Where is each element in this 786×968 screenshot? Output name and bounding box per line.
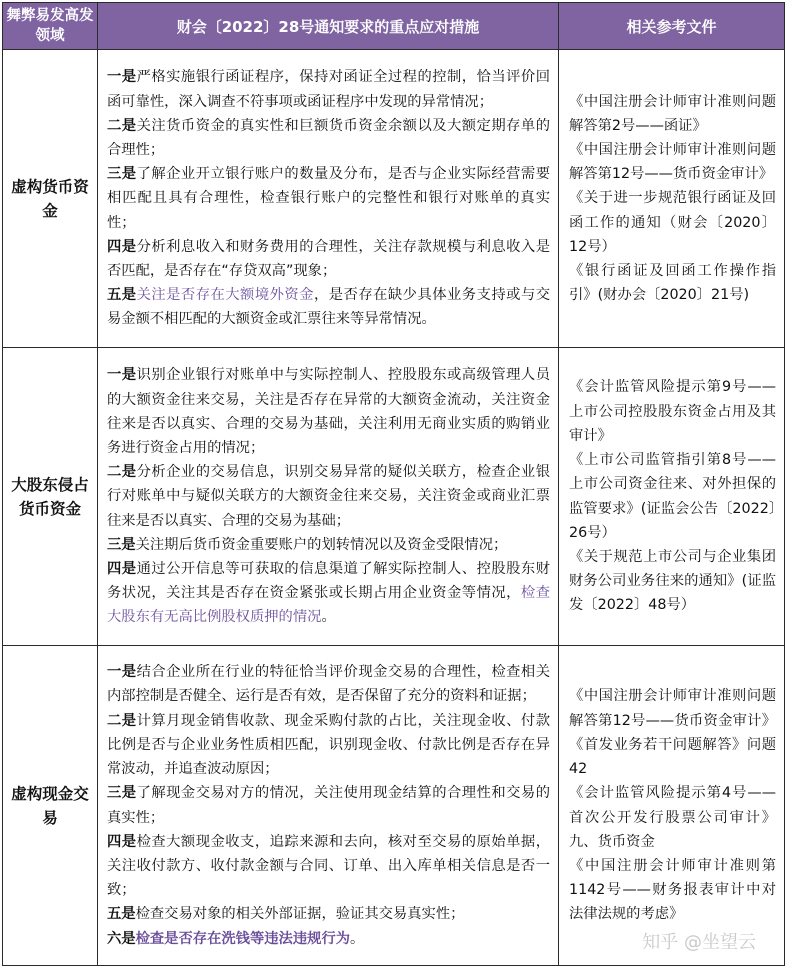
ref-item: 《中国注册会计师审计准则第1142号——财务报表审计中对法律法规的考虑》 — [569, 857, 776, 923]
ref-item: 《关于进一步规范银行函证及回函工作的通知（财会〔2020〕12号） — [569, 190, 776, 255]
measure-item: 二是计算月现金销售收款、现金采购付款的占比，关注现金收、付款比例是否与企业业务性质相匹配，识别现金收、付款比例是否存在异常波动，并追查波动原因； — [107, 712, 551, 778]
highlight-text: 关注是否存在大额境外资金 — [136, 287, 314, 304]
table-row — [3, 646, 785, 966]
refs-cell — [559, 50, 785, 348]
ref-item: 《银行函证及回函工作操作指引》(财办会〔2020〕21号) — [569, 263, 776, 304]
measures-cell — [98, 50, 559, 348]
measure-item: 五是关注是否存在大额境外资金，是否存在缺少具体业务支持或与交易金额不相匹配的大额资金或汇票往来等异常情况。 — [107, 287, 551, 328]
ref-item: 《中国注册会计师审计准则问题解答第2号——函证》 — [569, 93, 776, 134]
ref-item: 《会计监管风险提示第4号——首次公开发行股票公司审计》九、货币资金 — [569, 785, 776, 850]
measure-item: 一是结合企业所在行业的特征恰当评价现金交易的合理性，检查相关内部控制是否健全、运行是否有效，是否保留了充分的资料和证据； — [107, 664, 551, 705]
measure-item: 三是了解企业开立银行账户的数量及分布，是否与企业实际经营需要相匹配且具有合理性，检查银行账户的完整性和银行对账单的真实性； — [107, 166, 551, 231]
area-cell: 大股东侵占货币资金 — [3, 348, 98, 646]
measures-cell — [98, 348, 559, 646]
header-area: 舞弊易发高发领域 — [3, 3, 98, 50]
header-measures: 财会〔2022〕28号通知要求的重点应对措施 — [98, 3, 559, 50]
measure-item: 四是检查大额现金收支，追踪来源和去向，核对至交易的原始单据，关注收付款方、收付款金额与合同、订单、出入库单相关信息是否一致； — [107, 833, 551, 899]
refs-cell — [559, 646, 785, 966]
measure-item: 四是分析利息收入和财务费用的合理性，关注存款规模与利息收入是否匹配，是否存在“存贷双高”现象； — [107, 238, 551, 279]
measure-item: 一是识别企业银行对账单中与实际控制人、控股股东或高级管理人员的大额资金往来交易，关注是否存在异常的大额资金流动，关注资金往来是否以真实、合理的交易为基础，关注利用无商业实质的购销业务进行资金占用的情况； — [107, 367, 551, 456]
ref-item: 《中国注册会计师审计准则问题解答第12号——货币资金审计》 — [569, 141, 776, 183]
ref-item: 《上市公司监管指引第8号——上市公司资金往来、对外担保的监管要求》(证监会公告〔2022〕26号） — [569, 452, 776, 541]
area-cell: 虚构货币资金 — [3, 50, 98, 348]
measure-item: 一是严格实施银行函证程序，保持对函证全过程的控制，恰当评价回函可靠性，深入调查不符事项或函证程序中发现的异常情况； — [107, 69, 551, 110]
measure-item: 二是分析企业的交易信息，识别交易异常的疑似关联方，检查企业银行对账单中与疑似关联方的大额资金往来交易，关注资金或商业汇票往来是否以真实、合理的交易为基础； — [107, 464, 551, 529]
measure-item: 三是了解现金交易对方的情况，关注使用现金结算的合理性和交易的真实性； — [107, 785, 551, 826]
table-row — [3, 50, 785, 348]
measure-item: 四是通过公开信息等可获取的信息渠道了解实际控制人、控股股东财务状况，关注其是否存在资金紧张或长期占用企业资金等情况，检查大股东有无高比例股权质押的情况。 — [107, 561, 551, 626]
measure-item: 五是检查交易对象的相关外部证据，验证其交易真实性； — [107, 906, 465, 923]
highlight-text: 检查大股东有无高比例股权质押的情况 — [107, 585, 551, 626]
watermark: 知乎 @坐望云 — [642, 932, 756, 953]
area-cell: 虚构现金交易 — [3, 646, 98, 966]
measure-item: 六是检查是否存在洗钱等违法违规行为。 — [107, 930, 365, 947]
measure-item: 三是关注期后货币资金重要账户的划转情况以及资金受限情况； — [107, 536, 508, 553]
header-row — [3, 3, 785, 50]
fraud-response-table — [2, 2, 785, 966]
highlight-text: 检查是否存在洗钱等违法违规行为 — [135, 930, 351, 947]
header-refs: 相关参考文件 — [559, 3, 785, 50]
refs-cell — [559, 348, 785, 646]
measure-item: 二是关注货币资金的真实性和巨额货币资金余额以及大额定期存单的合理性； — [107, 117, 551, 158]
table-row — [3, 348, 785, 646]
ref-item: 《会计监管风险提示第9号——上市公司控股股东资金占用及其审计》 — [569, 379, 776, 444]
ref-item: 《关于规范上市公司与企业集团财务公司业务往来的通知》(证监发〔2022〕48号） — [569, 548, 776, 614]
ref-item: 《中国注册会计师审计准则问题解答第12号——货币资金审计》《首发业务若干问题解答》问题42 — [569, 688, 776, 778]
measures-cell — [98, 646, 559, 966]
